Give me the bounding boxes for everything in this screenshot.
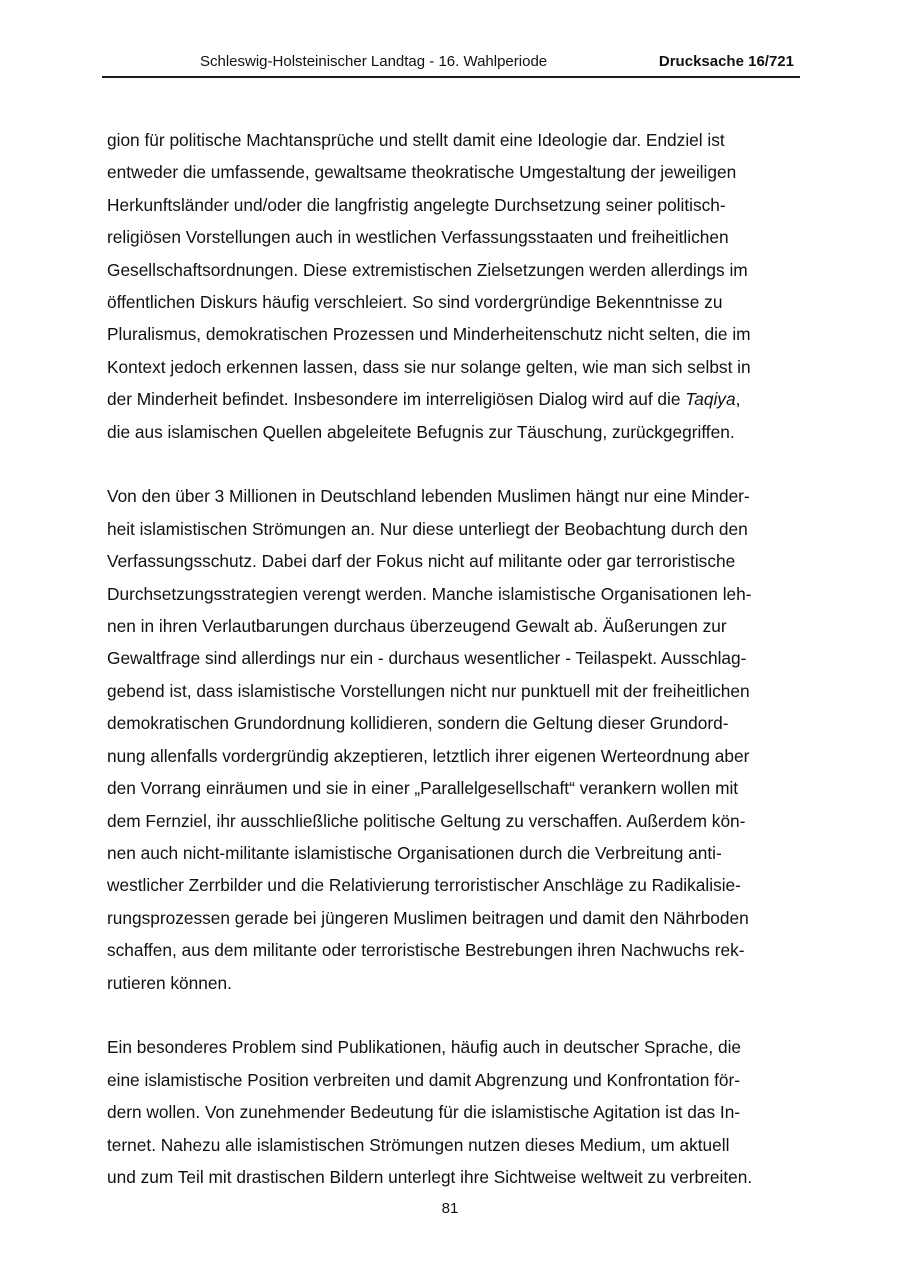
- text-line: rutieren können.: [107, 972, 232, 993]
- paragraph-3: [107, 1031, 797, 1193]
- text-line: religiösen Vorstellungen auch in westlichen Verfassungsstaaten und freiheitlichen: [107, 227, 729, 248]
- main-text: [107, 124, 797, 1193]
- page-number: 81: [441, 1200, 459, 1217]
- text-line: den Vorrang einräumen und sie in einer „Parallelgesellschaft“ verankern wollen mit: [107, 778, 739, 799]
- text-line: nen in ihren Verlautbarungen durchaus überzeugend Gewalt ab. Äußerungen zur: [107, 616, 727, 637]
- paragraph-gap: [107, 999, 797, 1031]
- text-line: Durchsetzungsstrategien verengt werden. Manche islamistische Organisationen leh-: [107, 583, 752, 604]
- text-segment: der Minderheit befindet. Insbesondere im interreligiösen Dialog wird auf die: [107, 389, 686, 410]
- text-line: ternet. Nahezu alle islamistischen Strömungen nutzen dieses Medium, um aktuell: [107, 1134, 730, 1155]
- text-line: Gewaltfrage sind allerdings nur ein - durchaus wesentlicher - Teilaspekt. Ausschlag-: [107, 648, 747, 669]
- header-title: Schleswig-Holsteinischer Landtag - 16. Wahlperiode: [200, 53, 548, 70]
- text-line: dern wollen. Von zunehmender Bedeutung für die islamistische Agitation ist das In-: [107, 1102, 741, 1123]
- text-line: und zum Teil mit drastischen Bildern unterlegt ihre Sichtweise weltweit zu verbreiten.: [107, 1166, 753, 1187]
- text-line: gion für politische Machtansprüche und stellt damit eine Ideologie dar. Endziel ist: [107, 130, 725, 150]
- text-line: Herkunftsländer und/oder die langfristig angelegte Durchsetzung seiner politisch-: [107, 194, 726, 215]
- document-number: Drucksache 16/721: [658, 53, 794, 70]
- text-line: nen auch nicht-militante islamistische Organisationen durch die Verbreitung anti-: [107, 842, 722, 863]
- text-line: Ein besonderes Problem sind Publikationen, häufig auch in deutscher Sprache, die: [107, 1037, 742, 1058]
- paragraph-gap: [107, 448, 797, 480]
- text-line: eine islamistische Position verbreiten und damit Abgrenzung und Konfrontation för-: [107, 1069, 741, 1090]
- text-line: Gesellschaftsordnungen. Diese extremistischen Zielsetzungen werden allerdings im: [107, 259, 748, 280]
- text-line: heit islamistischen Strömungen an. Nur diese unterliegt der Beobachtung durch den: [107, 518, 748, 539]
- text-line: gebend ist, dass islamistische Vorstellungen nicht nur punktuell mit der freiheitlichen: [107, 680, 750, 701]
- text-line: Pluralismus, demokratischen Prozessen und Minderheitenschutz nicht selten, die im: [107, 324, 751, 345]
- text-line: die aus islamischen Quellen abgeleitete Befugnis zur Täuschung, zurückgegriffen.: [107, 421, 735, 442]
- text-segment: ,: [735, 389, 741, 410]
- text-line: westlicher Zerrbilder und die Relativierung terroristischer Anschläge zu Radikalisie-: [107, 875, 741, 896]
- text-line: rungsprozessen gerade bei jüngeren Muslimen beitragen und damit den Nährboden: [107, 907, 749, 928]
- text-line: dem Fernziel, ihr ausschließliche politische Geltung zu verschaffen. Außerdem kön-: [107, 810, 746, 831]
- text-line: Von den über 3 Millionen in Deutschland lebenden Muslimen hängt nur eine Minder-: [107, 486, 750, 507]
- text-line: demokratischen Grundordnung kollidieren, sondern die Geltung dieser Grundord-: [107, 713, 729, 734]
- text-line: [107, 383, 797, 415]
- text-line: entweder die umfassende, gewaltsame theokratische Umgestaltung der jeweiligen: [107, 162, 737, 183]
- text-line: Kontext jedoch erkennen lassen, dass sie nur solange gelten, wie man sich selbst in: [107, 356, 751, 377]
- page-header: [102, 50, 800, 78]
- text-line: öffentlichen Diskurs häufig verschleiert. So sind vordergründige Bekenntnisse zu: [107, 292, 723, 313]
- text-line: schaffen, aus dem militante oder terroristische Bestrebungen ihren Nachwuchs rek-: [107, 940, 745, 961]
- text-line: Verfassungsschutz. Dabei darf der Fokus nicht auf militante oder gar terroristische: [107, 551, 736, 572]
- paragraph-2: [107, 480, 797, 999]
- text-line: nung allenfalls vordergründig akzeptieren, letztlich ihrer eigenen Werteordnung aber: [107, 745, 750, 766]
- italic-term: Taqiya: [685, 389, 736, 410]
- paragraph-1: [107, 124, 797, 448]
